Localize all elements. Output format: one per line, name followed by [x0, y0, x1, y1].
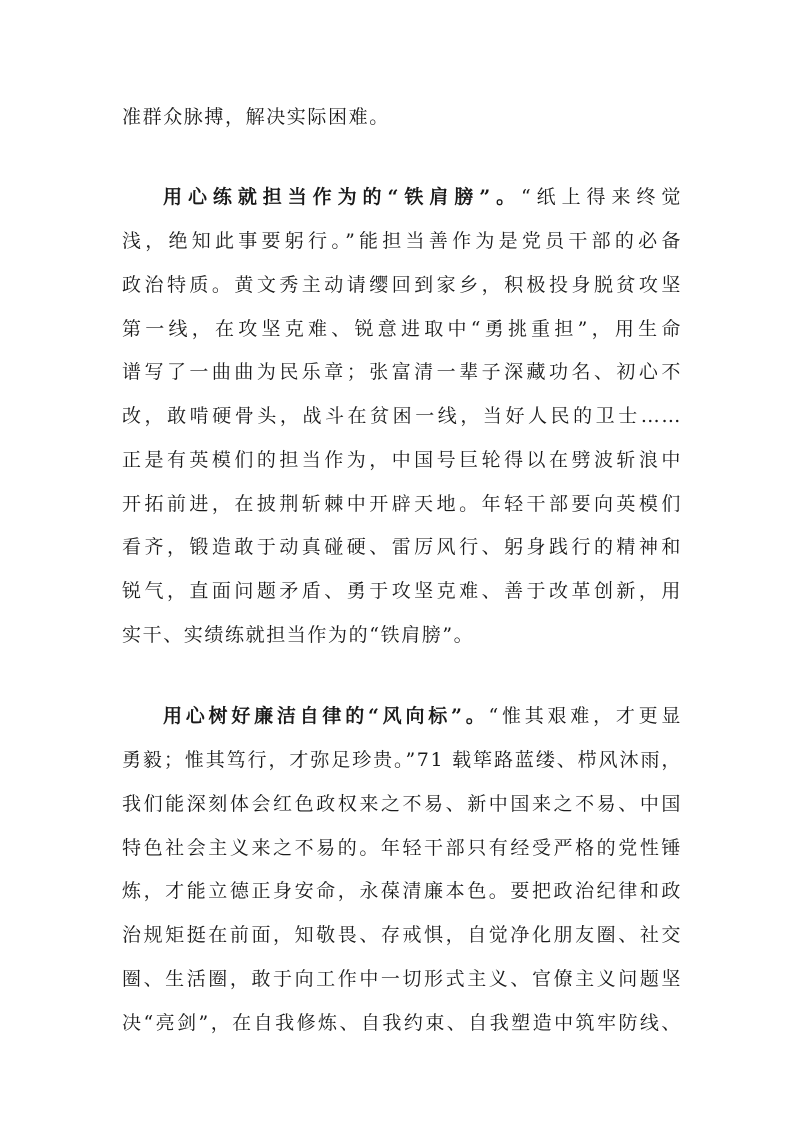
text-run: 第一线，在攻坚克难、锐意进取中“勇挑重担”，用生命 — [122, 318, 682, 340]
paragraph-1-line-8 — [122, 490, 682, 518]
text-run: 浅，绝知此事要躬行。”能担当善作为是党员干部的必备 — [122, 230, 682, 252]
text-run: 我们能深刻体会红色政权来之不易、新中国来之不易、中国 — [122, 793, 682, 815]
paragraph-2-line-7 — [122, 965, 682, 993]
text-run: 特色社会主义来之不易的。年轻干部只有经受严格的党性锤 — [122, 837, 682, 859]
paragraph-1-line-7 — [122, 446, 682, 474]
text-run: 炼，才能立德正身安命，永葆清廉本色。要把政治纪律和政 — [122, 880, 682, 902]
text-run: 勇毅；惟其笃行，才弥足珍贵。”71 载筚路蓝缕、栉风沐雨， — [122, 749, 682, 771]
paragraph-1-line-11 — [122, 621, 682, 649]
paragraph-2-lead: 用心树好廉洁自律的“风向标”。 — [163, 705, 489, 727]
paragraph-2-line-1 — [163, 702, 682, 730]
paragraph-1-line-5 — [122, 358, 682, 386]
text-run: 开拓前进，在披荆斩棘中开辟天地。年轻干部要向英模们 — [122, 493, 682, 515]
paragraph-1-line-10 — [122, 577, 682, 605]
paragraph-2-line-2 — [122, 746, 682, 774]
paragraph-1-line-4 — [122, 315, 682, 343]
text-run: 谱写了一曲曲为民乐章；张富清一辈子深藏功名、初心不 — [122, 361, 682, 383]
paragraph-1-line-2 — [122, 227, 682, 255]
text-run: 决“亮剑”，在自我修炼、自我约束、自我塑造中筑牢防线、 — [122, 1012, 682, 1034]
paragraph-2-first-rest: “惟其艰难，才更显 — [488, 705, 682, 727]
paragraph-1-lead: 用心练就担当作为的“铁肩膀”。 — [163, 186, 522, 208]
paragraph-1-line-6 — [122, 402, 682, 430]
paragraph-2-line-8 — [122, 1009, 682, 1037]
text-run: 政治特质。黄文秀主动请缨回到家乡，积极投身脱贫攻坚 — [122, 274, 682, 296]
text-run: 改，敢啃硬骨头，战斗在贫困一线，当好人民的卫士…… — [122, 405, 682, 427]
paragraph-2-line-5 — [122, 877, 682, 905]
text-run: 锐气，直面问题矛盾、勇于攻坚克难、善于改革创新，用 — [122, 580, 682, 602]
paragraph-1-first-rest: “纸上得来终觉 — [521, 186, 682, 208]
paragraph-1-line-9 — [122, 533, 682, 561]
paragraph-1-line-1 — [163, 183, 682, 211]
text-run: 治规矩挺在前面，知敬畏、存戒惧，自觉净化朋友圈、社交 — [122, 924, 682, 946]
text-run: 看齐，锻造敢于动真碰硬、雷厉风行、躬身践行的精神和 — [122, 536, 682, 558]
paragraph-2-line-6 — [122, 921, 682, 949]
paragraph-0-line-1 — [122, 103, 682, 131]
text-run: 圈、生活圈，敢于向工作中一切形式主义、官僚主义问题坚 — [122, 968, 682, 990]
paragraph-2-line-3 — [122, 790, 682, 818]
text-run: 实干、实绩练就担当作为的“铁肩膀”。 — [122, 624, 475, 646]
paragraph-1-line-3 — [122, 271, 682, 299]
paragraph-2-line-4 — [122, 834, 682, 862]
text-run: 正是有英模们的担当作为，中国号巨轮得以在劈波斩浪中 — [122, 449, 682, 471]
text-run: 准群众脉搏，解决实际困难。 — [122, 106, 390, 128]
